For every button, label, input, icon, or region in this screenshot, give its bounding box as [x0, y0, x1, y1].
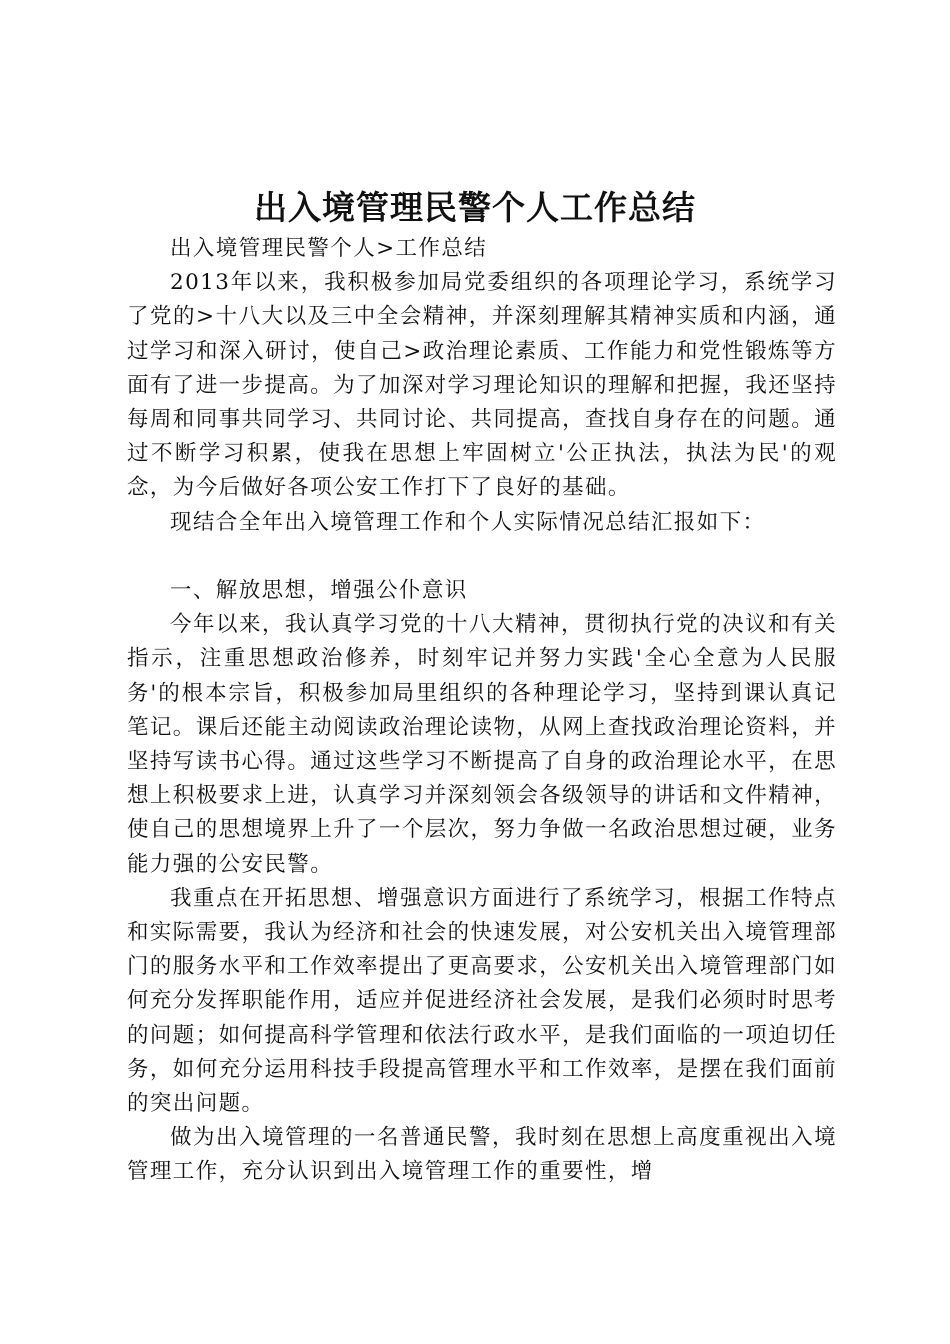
document-title: 出入境管理民警个人工作总结 [254, 188, 696, 227]
section-heading-1: 一、解放思想，增强公仆意识 [170, 578, 468, 604]
paragraph-summary-lead: 现结合全年出入境管理工作和个人实际情况总结汇报如下： [170, 509, 766, 535]
paragraph-section1-c: 做为出入境管理的一名普通民警，我时刻在思想上高度重视出入境管理工作，充分认识到出入境管理工作的重要性，增 [127, 1125, 837, 1185]
paragraph-section1-b: 我重点在开拓思想、增强意识方面进行了系统学习，根据工作特点和实际需要，我认为经济和社会的快速发展，对公安机关出入境管理部门的服务水平和工作效率提出了更高要求，公安机关出入境管理部门如何充分发挥职能作用，适应并促进经济社会发展，是我们必须时时思考的问题；如何提高科学管理和依法行政水平，是我们面临的一项迫切任务，如何充分运用科技手段提高管理水平和工作效率，是摆在我们面前的突出问题。 [127, 885, 837, 1117]
document-body [127, 232, 837, 1190]
paragraph-subtitle: 出入境管理民警个人>工作总结 [170, 236, 488, 261]
paragraph-intro: 2013年以来，我积极参加局党委组织的各项理论学习，系统学习了党的>十八大以及三中全会精神，并深刻理解其精神实质和内涵，通过学习和深入研讨，使自己>政治理论素质、工作能力和党性锻炼等方面有了进一步提高。为了加深对学习理论知识的理解和把握，我还坚持每周和同事共同学习、共同讨论、共同提高，查找自身存在的问题。通过不断学习积累，使我在思想上牢固树立'公正执法，执法为民'的观念，为今后做好各项公安工作打下了良好的基础。 [127, 270, 837, 501]
paragraph-section1-a: 今年以来，我认真学习党的十八大精神，贯彻执行党的决议和有关指示，注重思想政治修养，时刻牢记并努力实践'全心全意为人民服务'的根本宗旨，积极参加局里组织的各种理论学习，坚持到课认真记笔记。课后还能主动阅读政治理论读物，从网上查找政治理论资料，并坚持写读书心得。通过这些学习不断提高了自身的政治理论水平，在思想上积极要求上进，认真学习并深刻领会各级领导的讲话和文件精神，使自己的思想境界上升了一个层次，努力争做一名政治思想过硬，业务能力强的公安民警。 [127, 612, 837, 877]
paragraph-gap [127, 540, 837, 574]
